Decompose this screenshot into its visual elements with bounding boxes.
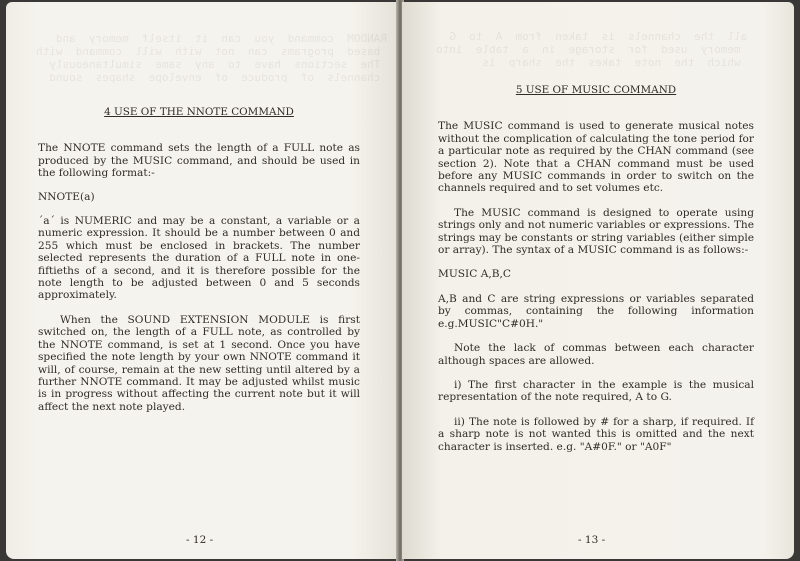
show-through-text: all the channels is taken from A to G memory used for storage in a table into which the note takes the sharp is [436, 30, 748, 69]
right-page [402, 2, 794, 559]
paragraph: i) The first character in the example is the musical representation of the note required, A to G. [438, 378, 754, 404]
section-heading-nnote: 4 USE OF THE NNOTE COMMAND [104, 106, 294, 118]
paragraph: The NNOTE command sets the length of a FULL note as produced by the MUSIC command, and should be used in the following format:- [38, 142, 360, 180]
code-syntax: MUSIC A,B,C [438, 268, 511, 281]
page-number: - 12 - [186, 534, 214, 546]
paragraph: A,B and C are string expressions or variables separated by commas, containing the following information e.g.MUSIC"C#0H." [438, 292, 754, 330]
paragraph: ´a´ is NUMERIC and may be a constant, a variable or a numeric expression. It should be a number between 0 and 255 which must be enclosed in brackets. The number selected represents the duration of a FULL note in one-fiftieths of a second, and it is therefore possible for the note length to be adjusted between 0 and 5 seconds approximately. [38, 215, 360, 302]
paragraph: The MUSIC command is designed to operate using strings only and not numeric variables or expressions. The strings may be constants or string variables (either simple or array). The syntax of a MUSIC command is as follows:- [438, 206, 754, 257]
left-page-content [38, 106, 360, 413]
section-heading-music: 5 USE OF MUSIC COMMAND [515, 84, 677, 96]
paragraph: The MUSIC command is used to generate musical notes without the complication of calculating the tone period for a particular note as required by the CHAN command (see section 2). Note that a CHAN command must be used before any MUSIC commands in order to switch on the channels required and to set volumes etc. [438, 120, 754, 195]
paragraph: Note the lack of commas between each character although spaces are allowed. [438, 342, 754, 367]
code-format: NNOTE(a) [38, 190, 95, 203]
show-through-text: RANDOM command you can it itself memory and based programs can not with will command with The sections have to any same simultaneously channels of produce of envelope shapes sound [36, 32, 387, 84]
right-page-content [438, 84, 754, 453]
paragraph: ii) The note is followed by # for a sharp, if required. If a sharp note is not wanted this is omitted and the next character is inserted. e.g. "A#0F." or "A0F" [438, 415, 754, 453]
paragraph: When the SOUND EXTENSION MODULE is first switched on, the length of a FULL note, as controlled by the NNOTE command, is set at 1 second. Once you have specified the note length by your own NNOTE command it will, of course, remain at the new setting until altered by a further NNOTE command. It may be adjusted whilst music is in progress without affecting the current note but it will affect the next note played. [38, 313, 360, 413]
page-number: - 13 - [578, 534, 606, 546]
left-page [6, 2, 398, 559]
